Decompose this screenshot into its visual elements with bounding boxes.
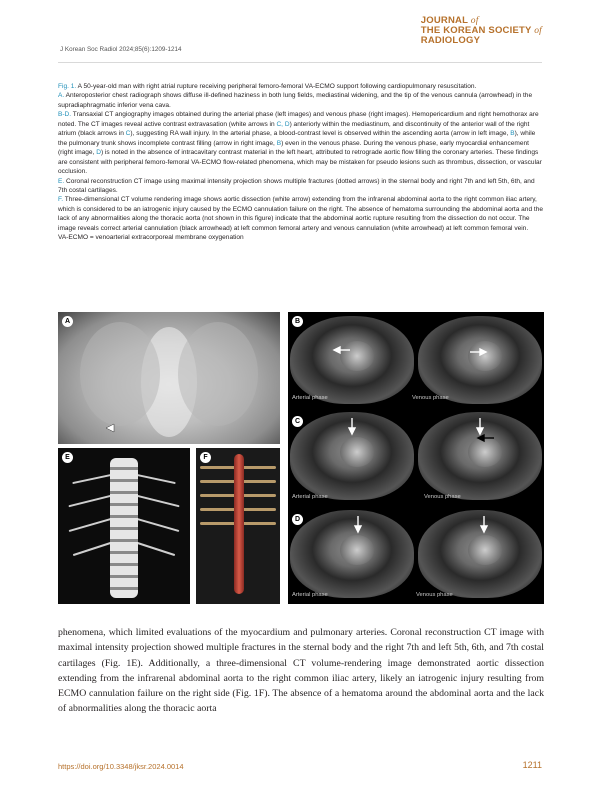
panel-e-coronal-ct — [58, 448, 190, 604]
panel-label-d: D — [292, 514, 303, 525]
caption-f: F. Three-dimensional CT volume rendering image shows aortic dissection (white arrow) extending from the infrarenal abdominal aorta to the right common iliac artery, which is considered to be an iatrogenic injury caused by the ECMO cannulation failure on the right. The absence of hematoma surrounding the abdominal aorta and the lack of any abnormalities along the thoracic aorta (not shown in this figure) indicate that the abdominal aortic rupture resulting from the dissection do not occur. The image reveals correct arterial cannulation (black arrowhead) at left common femoral artery and venous cannulation (white arrowhead) at left common femoral vein. — [58, 196, 544, 232]
arterial-phase-label: Arterial phase — [292, 494, 328, 500]
arrowhead-icon — [106, 424, 114, 432]
white-arrow-icon — [334, 347, 340, 353]
arterial-phase-label: Arterial phase — [292, 592, 328, 598]
black-arrow-icon — [478, 435, 484, 441]
panel-label-c: C — [292, 416, 303, 427]
chest-radiograph-image — [58, 312, 280, 444]
venous-phase-label: Venous phase — [416, 592, 453, 598]
header-divider — [58, 62, 542, 63]
white-arrow-icon — [355, 526, 361, 532]
caption-title: Fig. 1. A 50-year-old man with right atrial rupture receiving peripheral femoro-femoral VA-ECMO support following cardiopulmonary resuscitation. — [58, 83, 477, 90]
caption-abbreviation: VA-ECMO = venoarterial extracorporeal membrane oxygenation — [58, 234, 244, 242]
page-number: 1211 — [522, 760, 542, 770]
body-text — [58, 625, 544, 717]
panel-label-b: B — [292, 316, 303, 327]
caption-a: A. Anteroposterior chest radiograph shows diffuse ill-defined haziness in both lung fields, mediastinal widening, and the tip of the venous cannula (arrowhead) in the supradiaphragmatic inferior vena cava. — [58, 92, 533, 109]
venous-phase-label: Venous phase — [424, 494, 461, 500]
panels-b-d-ct-angiography — [288, 312, 544, 604]
caption-e: E. Coronal reconstruction CT image using maximal intensity projection shows multiple fractures (dotted arrows) in the sternal body and right 7th and left 5th, 6th, and 7th costal cartilages. — [58, 177, 535, 194]
white-arrow-icon — [477, 428, 483, 434]
figure-ref-link[interactable]: D — [96, 149, 101, 157]
panel-f-volume-rendering — [196, 448, 280, 604]
white-arrow-icon — [349, 428, 355, 434]
journal-logo: JOURNAL of THE KOREAN SOCIETY of RADIOLOGY — [420, 15, 542, 46]
caption-b-d: B-D. Transaxial CT angiography images obtained during the arterial phase (left images) and venous phase (right images). Hemopericardium and right hemothorax are noted. The CT images reveal active contrast extravasation (white arrows in C, D) anteriorly within the mediastinum, and discontinuity of the anterior wall of the right atrium (black arrows in C), suggesting RA wall injury. In the arterial phase, a blood-contrast level is observed within the ascending aorta (arrow in left image, B), while the pulmonary trunk shows incomplete contrast filling (arrow in right image, B) even in the venous phase. During the venous phase, early myocardial enhancement (right image, D) is noted in the absence of intracavitary contrast material in the left heart, attributed to retrograde aortic flow filling the coronary arteries. These findings are consistent with peripheral femoro-femoral VA-ECMO flow-related phenomena, which may be mistaken for pseudo lesions such as thrombus, dissection, or vascular occlusion. — [58, 111, 542, 176]
figure-ref-link[interactable]: B — [276, 139, 282, 147]
white-arrow-icon — [480, 349, 486, 355]
doi-link[interactable]: https://doi.org/10.3348/jksr.2024.0014 — [58, 762, 184, 771]
figure-ref-link[interactable]: C, D — [276, 120, 290, 128]
venous-phase-label: Venous phase — [412, 395, 449, 401]
panel-label-e: E — [62, 452, 73, 463]
figure-ref-link[interactable]: B — [510, 130, 515, 138]
panel-a-chest-radiograph — [58, 312, 280, 444]
panel-label-a: A — [62, 316, 73, 327]
body-paragraph: phenomena, which limited evaluations of the myocardium and pulmonary arteries. Coronal reconstruction CT image with maximal intensity projection showed multiple fractures in the sternal body and the right 7th and left 5th, 6th, and 7th costal cartilages (Fig. 1E). Additionally, a three-dimensional CT volume-rendering image demonstrated aortic dissection extending from the infrarenal abdominal aorta to the right common iliac artery, likely an iatrogenic injury resulting from ECMO cannulation failure on the right side (Fig. 1F). The absence of a hematoma around the abdominal aorta and the lack of abnormalities along the thoracic aorta — [58, 627, 544, 715]
annotation-arrows — [288, 312, 544, 604]
arterial-phase-label: Arterial phase — [292, 395, 328, 401]
aorta — [234, 454, 244, 594]
sternum — [110, 458, 138, 598]
white-arrow-icon — [481, 526, 487, 532]
figure-ref-link[interactable]: C — [125, 130, 131, 138]
journal-reference: J Korean Soc Radiol 2024;85(6):1209-1214 — [60, 46, 182, 53]
figure-caption — [58, 82, 544, 243]
panel-label-f: F — [200, 452, 211, 463]
